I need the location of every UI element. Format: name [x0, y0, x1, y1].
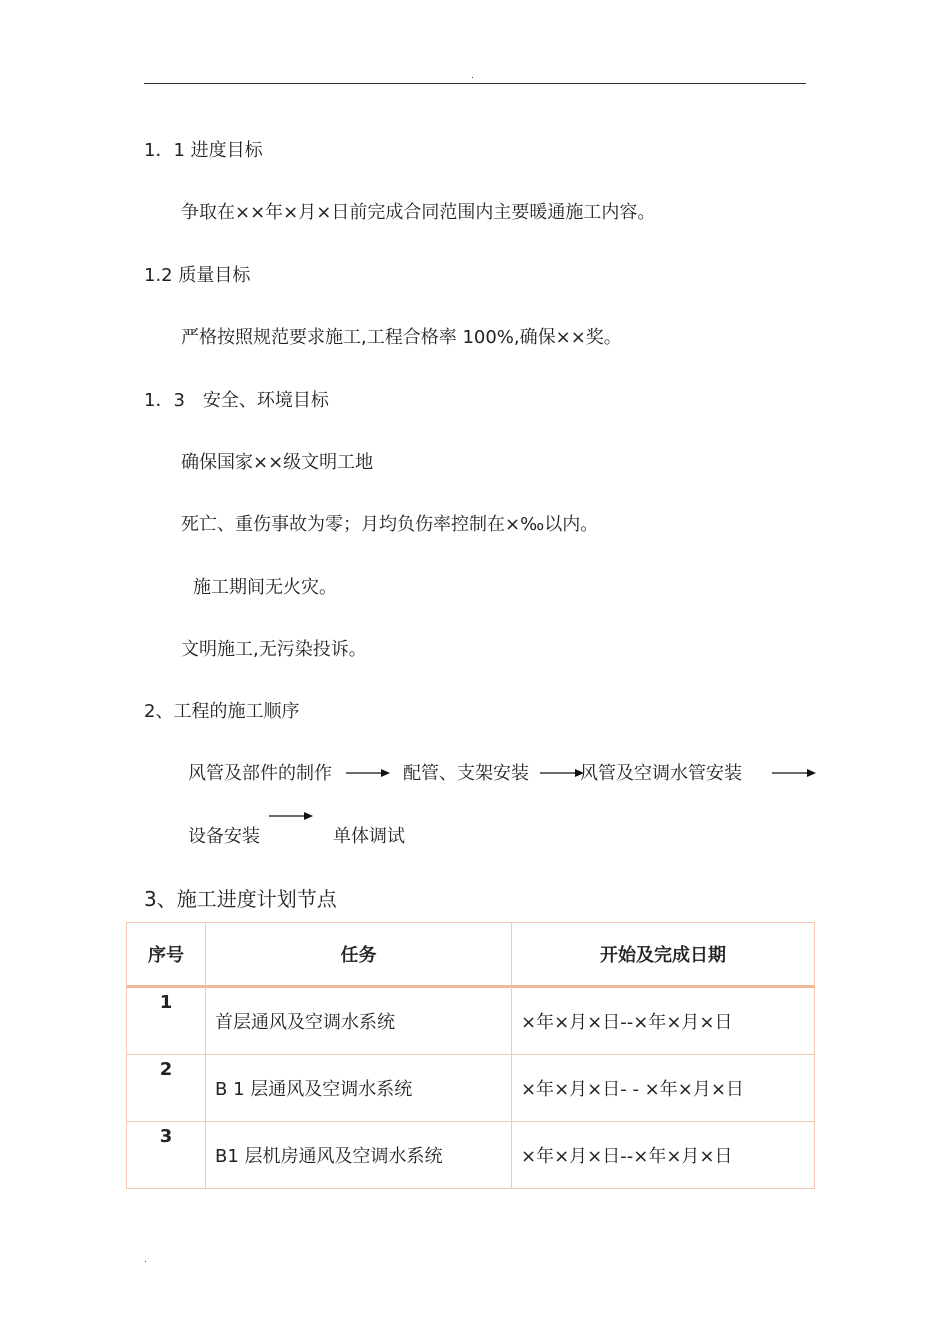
safety-line: 文明施工,无污染投诉。 — [181, 639, 367, 660]
task-cell: B1 层机房通风及空调水系统 — [206, 1122, 512, 1189]
sequence-step: 配管、支架安装 — [403, 763, 529, 784]
table-header-row — [127, 923, 815, 987]
footer-dot: . — [144, 1255, 147, 1265]
date-cell: ×年×月×日--×年×月×日 — [512, 1122, 815, 1189]
sequence-step: 单体调试 — [333, 826, 405, 847]
date-cell: ×年×月×日--×年×月×日 — [512, 987, 815, 1055]
heading-1-3: 1．3 安全、环境目标 — [144, 390, 329, 411]
arrow-right-icon — [772, 767, 816, 779]
paragraph-quality-goal: 严格按照规范要求施工,工程合格率 100%,确保××奖。 — [181, 327, 622, 348]
header-rule — [144, 83, 806, 84]
table-row — [127, 987, 815, 1055]
paragraph-schedule-goal: 争取在××年×月×日前完成合同范围内主要暖通施工内容。 — [181, 202, 656, 223]
heading-3: 3、施工进度计划节点 — [144, 887, 337, 911]
safety-line: 死亡、重伤事故为零；月均负伤率控制在×‰以内。 — [181, 514, 599, 535]
sequence-step: 风管及空调水管安装 — [580, 763, 742, 784]
arrow-right-icon — [540, 767, 584, 779]
task-cell: 首层通风及空调水系统 — [206, 987, 512, 1055]
arrow-right-icon — [346, 767, 390, 779]
date-cell: ×年×月×日- - ×年×月×日 — [512, 1055, 815, 1122]
column-header: 开始及完成日期 — [512, 923, 815, 987]
column-header: 序号 — [127, 923, 206, 987]
heading-2: 2、工程的施工顺序 — [144, 701, 300, 722]
row-number: 2 — [127, 1055, 206, 1122]
task-cell: B 1 层通风及空调水系统 — [206, 1055, 512, 1122]
safety-line: 确保国家××级文明工地 — [181, 452, 374, 473]
column-header: 任务 — [206, 923, 512, 987]
sequence-step: 风管及部件的制作 — [188, 763, 332, 784]
table-row — [127, 1055, 815, 1122]
heading-1-2: 1.2 质量目标 — [144, 265, 251, 286]
safety-line: 施工期间无火灾。 — [193, 577, 337, 598]
heading-1-1: 1．1 进度目标 — [144, 140, 263, 161]
sequence-step: 设备安装 — [188, 826, 260, 847]
table-row — [127, 1122, 815, 1189]
arrow-right-icon — [269, 810, 313, 822]
row-number: 3 — [127, 1122, 206, 1189]
schedule-table — [126, 922, 815, 1189]
header-dot: . — [471, 71, 474, 81]
row-number: 1 — [127, 987, 206, 1055]
